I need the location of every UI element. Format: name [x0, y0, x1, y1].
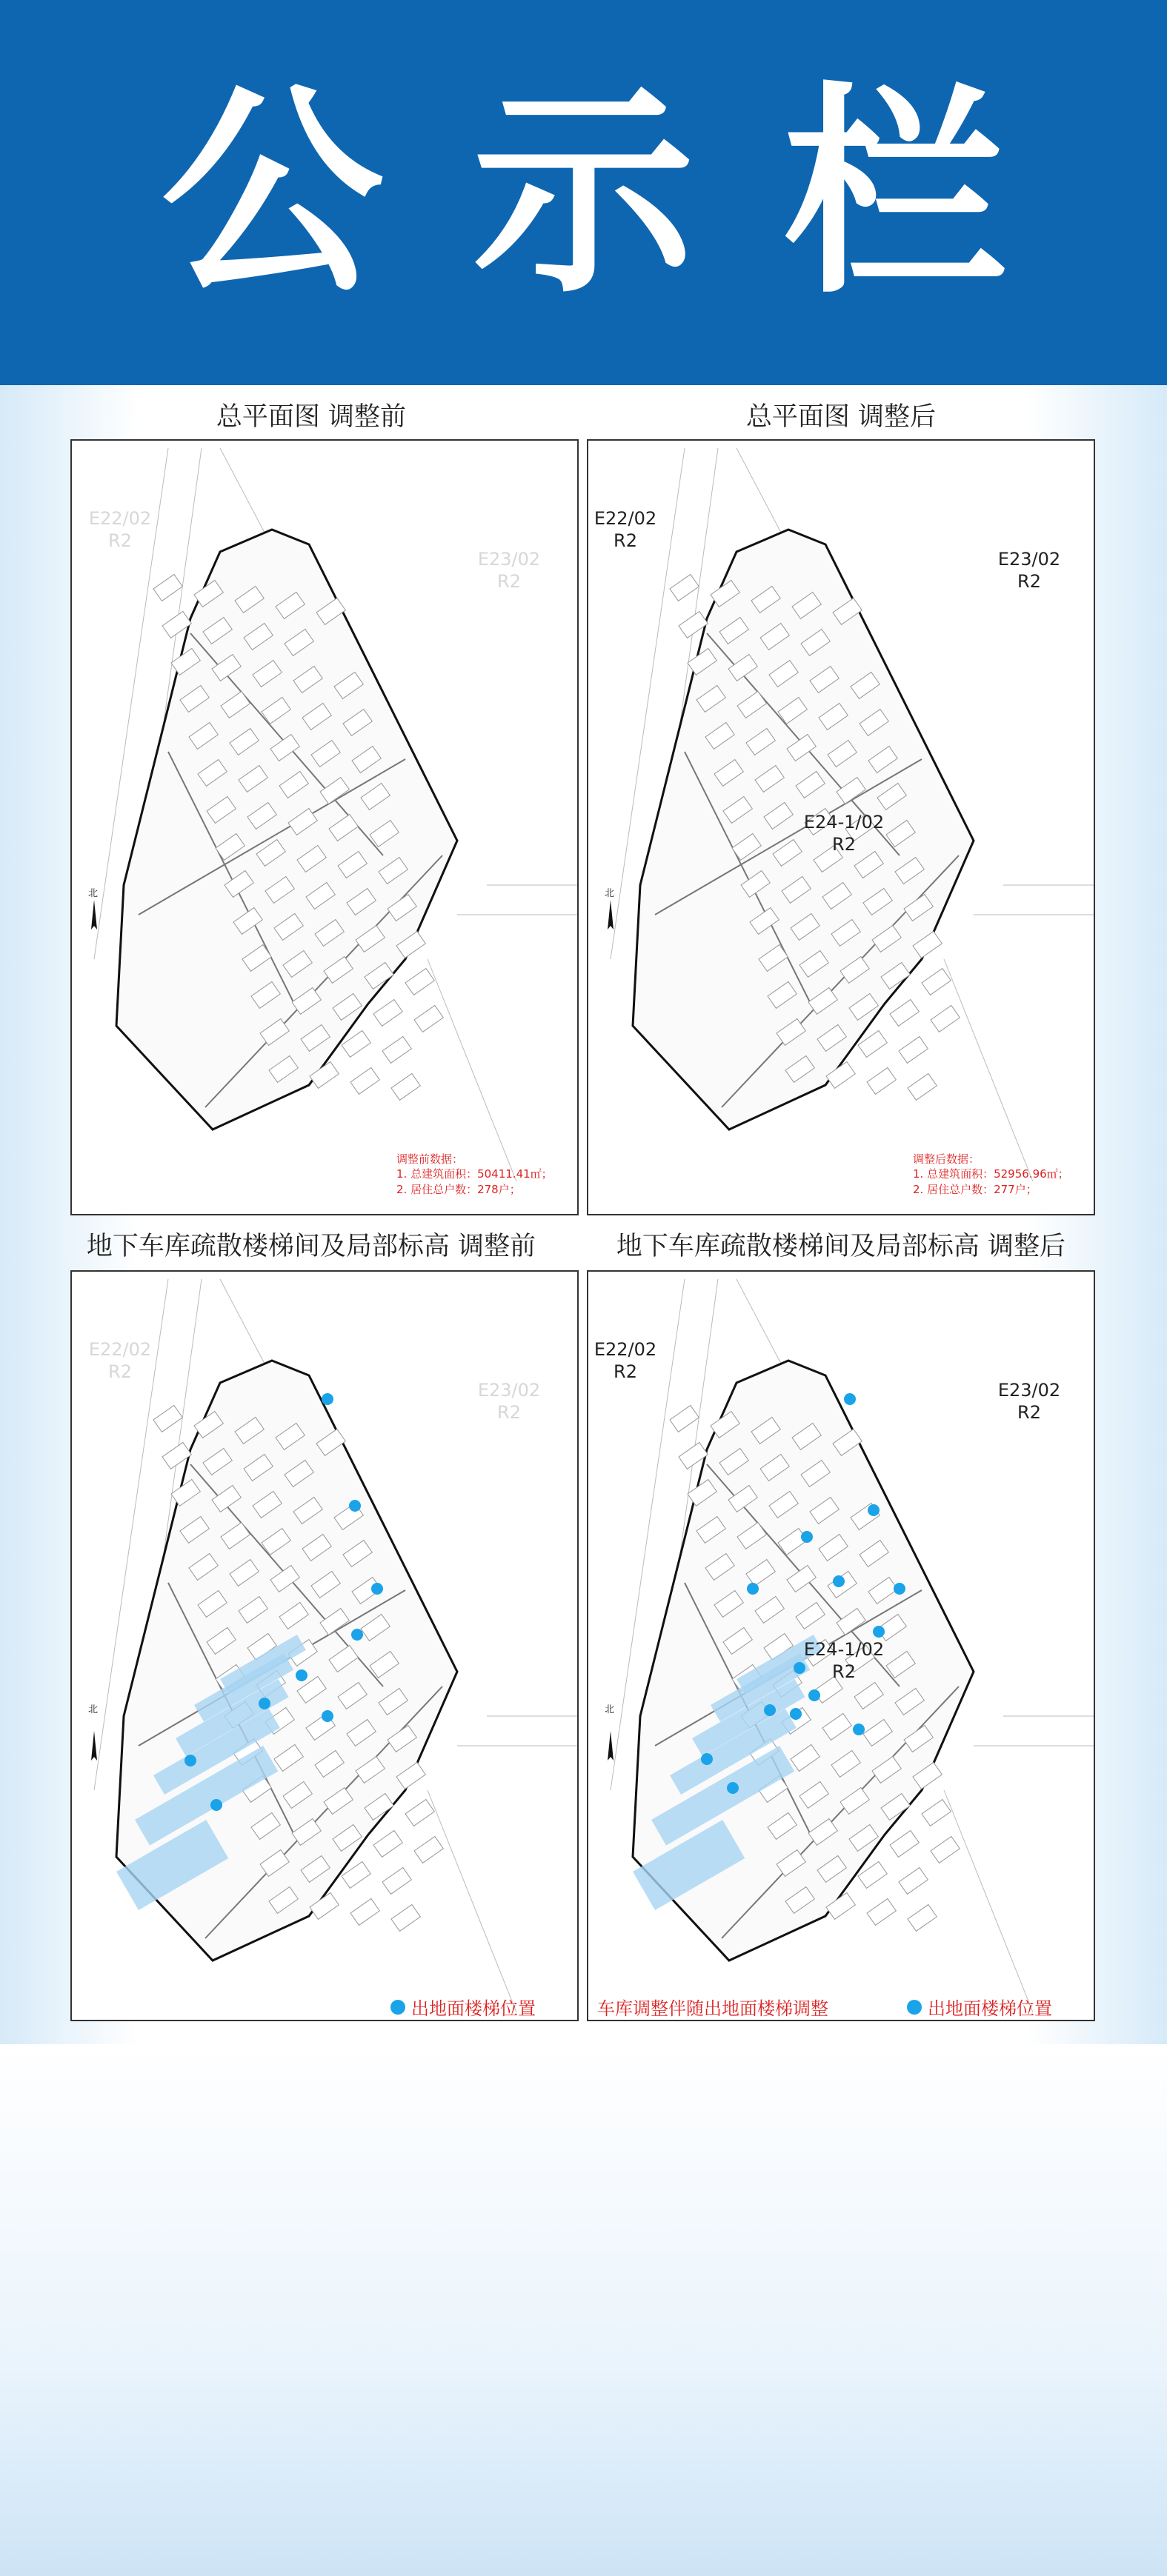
panel-1-caption: 总平面图 调整前 [216, 402, 407, 432]
data-note-before [396, 1152, 553, 1197]
north-arrow-label: 北 [605, 1704, 615, 1715]
stair-marker [790, 1708, 802, 1720]
stair-marker [351, 1629, 363, 1641]
stair-legend [390, 1994, 536, 2020]
building-block [382, 1867, 411, 1894]
zone-label-e24: E24-1/02 R2 [803, 812, 885, 855]
stair-dot-icon [390, 2000, 405, 2015]
stair-marker [349, 1500, 361, 1512]
building-block [908, 1904, 937, 1931]
stair-marker [801, 1531, 813, 1543]
building-block [670, 574, 699, 601]
note-line-1: 调整前数据： [396, 1152, 464, 1166]
building-block [899, 1867, 928, 1894]
stair-marker [371, 1583, 383, 1595]
panel-2-caption: 总平面图 调整后 [745, 402, 937, 432]
note-line-2: 1. 总建筑面积：52956.96㎡； [913, 1167, 1069, 1181]
building-block [405, 1799, 434, 1826]
legend-label: 出地面楼梯位置 [928, 1998, 1052, 2019]
site-boundary [116, 530, 457, 1129]
zone-label-e24: E24-1/02 R2 [803, 1639, 885, 1682]
stair-dot-icon [907, 2000, 922, 2015]
data-note-after [913, 1152, 1069, 1197]
stair-marker [853, 1724, 865, 1735]
stair-marker [322, 1393, 333, 1405]
building-block [382, 1036, 411, 1063]
building-block [153, 574, 182, 601]
stair-marker [727, 1782, 739, 1794]
stair-marker [808, 1689, 820, 1701]
stair-marker [894, 1583, 905, 1595]
north-arrow-icon [91, 1731, 97, 1761]
building-block [867, 1898, 896, 1925]
north-arrow-icon [608, 900, 614, 930]
building-block [405, 968, 434, 995]
site-plan-after-panel [587, 439, 1095, 1215]
note-line-3: 2. 居住总户数：277户； [913, 1182, 1037, 1196]
note-line-2: 1. 总建筑面积：50411.41㎡； [396, 1167, 553, 1181]
stair-marker [210, 1799, 222, 1811]
north-arrow-label: 北 [88, 1704, 99, 1715]
north-arrow-label: 北 [605, 888, 615, 899]
panel-4-caption: 地下车库疏散楼梯间及局部标高 调整后 [616, 1232, 1066, 1261]
zone-label-e22: E22/02 R2 [594, 508, 657, 551]
stair-marker [844, 1393, 856, 1405]
stair-marker [868, 1504, 880, 1516]
zone-label-e23-ghost: E23/02 R2 [477, 1380, 541, 1423]
stair-marker [184, 1755, 196, 1766]
stair-marker [701, 1753, 713, 1765]
legend-label: 出地面楼梯位置 [411, 1998, 536, 2019]
north-arrow-label: 北 [88, 888, 99, 899]
banner-title: 公示栏 [161, 61, 1095, 323]
building-block [373, 999, 402, 1026]
zone-label-e23: E23/02 R2 [997, 549, 1061, 592]
building-block [153, 1405, 182, 1432]
site-plan-before-panel [70, 439, 579, 1215]
building-block [931, 1836, 960, 1863]
zone-label-e23-ghost: E23/02 R2 [477, 549, 541, 592]
garage-stairs-after-panel [587, 1270, 1095, 2021]
stair-marker [873, 1626, 885, 1638]
building-block [391, 1904, 420, 1931]
header-banner [0, 0, 1167, 385]
note-line-3: 2. 居住总户数：278户； [396, 1182, 521, 1196]
building-block [867, 1067, 896, 1094]
stair-marker [747, 1583, 759, 1595]
building-block [931, 1005, 960, 1032]
stair-marker [322, 1710, 333, 1722]
stair-marker [764, 1704, 776, 1716]
building-block [922, 1799, 951, 1826]
zone-label-e22-ghost: E22/02 R2 [88, 1339, 152, 1382]
building-block [414, 1005, 443, 1032]
stair-marker [259, 1698, 270, 1709]
garage-stairs-before-panel [70, 1270, 579, 2021]
building-block [890, 1830, 919, 1857]
zone-label-e22-ghost: E22/02 R2 [88, 508, 152, 551]
building-block [373, 1830, 402, 1857]
building-block [670, 1405, 699, 1432]
building-block [890, 999, 919, 1026]
building-block [391, 1073, 420, 1100]
building-block [922, 968, 951, 995]
north-arrow-icon [91, 900, 97, 930]
bottom-background [0, 2044, 1167, 2576]
zone-label-e22: E22/02 R2 [594, 1339, 657, 1382]
panel-3-caption: 地下车库疏散楼梯间及局部标高 调整前 [86, 1232, 536, 1261]
stair-legend [907, 1994, 1052, 2020]
building-block [899, 1036, 928, 1063]
note-line-1: 调整后数据： [913, 1152, 980, 1166]
building-block [414, 1836, 443, 1863]
adjustment-note: 车库调整伴随出地面楼梯调整 [597, 1998, 828, 2019]
building-block [908, 1073, 937, 1100]
building-block [350, 1067, 379, 1094]
zone-label-e23: E23/02 R2 [997, 1380, 1061, 1423]
north-arrow-icon [608, 1731, 614, 1761]
stair-marker [833, 1575, 845, 1587]
building-block [350, 1898, 379, 1925]
stair-marker [296, 1669, 307, 1681]
